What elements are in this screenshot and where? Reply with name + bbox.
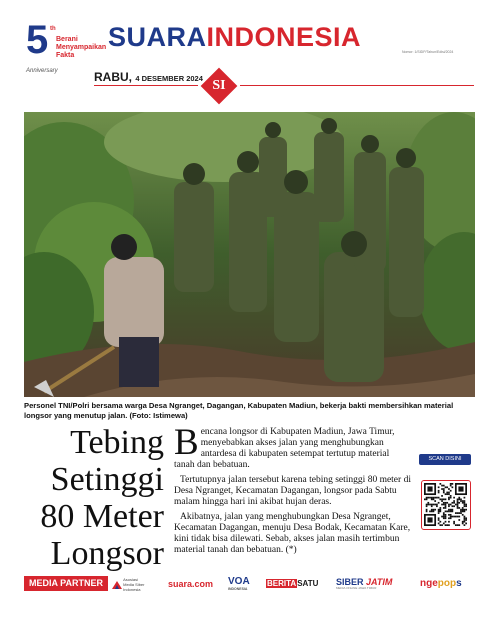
si-badge — [200, 67, 238, 105]
newspaper-brand[interactable] — [108, 22, 361, 52]
voa-text: VOA — [228, 576, 250, 587]
pop-text: pop — [437, 578, 457, 589]
article-body — [174, 422, 411, 560]
s-text: s — [456, 578, 462, 589]
brand-indonesia: INDONESIA — [206, 22, 362, 52]
ams-line-2: Media Siber — [123, 582, 145, 587]
ams-line-1: Asosiasi — [123, 577, 139, 582]
partner-beritasatu-logo[interactable] — [266, 577, 318, 591]
logo-tagline: Berani Menyampaikan Fakta — [56, 36, 107, 59]
voa-sub: INDONESIA — [228, 587, 248, 591]
headline-line-2: Setinggi — [50, 461, 164, 498]
photo-illustration — [24, 112, 475, 397]
nge-text: nge — [420, 578, 438, 589]
masthead-rule-right — [240, 85, 474, 86]
photo-caption: Personel TNI/Polri bersama warga Desa Ngranget, Dagangan, Kabupaten Madiun, bekerja bakti membersihkan material longsor yang menutup jalan. (Foto: Istimewa) — [24, 401, 454, 420]
ams-line-3: Indonesia — [123, 587, 141, 592]
berita-rest: SATU — [297, 579, 319, 588]
partner-ngepops-logo[interactable] — [420, 577, 462, 591]
logo-number: 5 — [26, 18, 49, 62]
issue-day: RABU, — [94, 70, 132, 84]
headline-line-4: Longsor — [50, 535, 164, 572]
issue-date — [94, 70, 203, 84]
brand-suara: SUARA — [108, 22, 207, 52]
article-paragraph-3: Akibatnya, jalan yang menghubungkan Desa Ngranget, Kecamatan Dagangan, menuju Desa Bodak, Kecamatan Kare, kini tidak bisa dilewati. Sebab, akses jalan masih tertimbun material tanah dan bebatuan. (*) — [174, 512, 411, 555]
ams-mark-icon — [112, 581, 122, 589]
media-partner-label: MEDIA PARTNER — [24, 576, 108, 591]
qr-code-icon — [424, 483, 467, 526]
logo-ordinal: th — [50, 26, 56, 32]
jatim-text: JATIM — [366, 577, 393, 587]
siber-text: SIBER — [336, 577, 364, 587]
partner-siberjatim-logo[interactable] — [336, 577, 392, 590]
edition-info: Nomor: 1/SIDP/Tahun/Edisi/2024 — [402, 50, 454, 54]
berita-box: BERITA — [267, 579, 297, 588]
headline-line-1: Tebing — [70, 424, 164, 461]
partner-voa-logo[interactable] — [228, 577, 250, 591]
scan-label: SCAN DISINI — [419, 454, 471, 465]
article-paragraph-2: Tertutupnya jalan tersebut karena tebing setinggi 80 meter di Desa Ngranget, Kecamatan Dagangan, longsor pada Sabtu malam hingga hari ini akibat hujan deras. — [174, 475, 411, 507]
paragraph-1-text: encana longsor di Kabupaten Madiun, Jawa Timur, menyebabkan akses jalan yang menghubungkan antardesa di kabupaten setempat tertutup material tanah dan bebatuan. — [174, 427, 395, 470]
article-headline[interactable] — [18, 424, 164, 572]
dropcap: B — [174, 422, 199, 463]
issue-date-text: 4 DESEMBER 2024 — [135, 74, 203, 83]
partner-suara-logo[interactable]: suara.com — [168, 579, 214, 589]
siber-sub: MEDIA ONLINE JAWA TIMUR — [336, 586, 377, 590]
headline-line-3: 80 Meter — [40, 498, 164, 535]
masthead-rule-left — [94, 85, 198, 86]
si-badge-text: SI — [212, 78, 226, 93]
partner-ams-logo[interactable] — [112, 577, 144, 592]
logo-subtitle: Anniversary — [26, 68, 58, 74]
qr-code[interactable] — [421, 480, 471, 530]
article-paragraph-1 — [174, 422, 411, 471]
news-photo — [24, 112, 475, 397]
